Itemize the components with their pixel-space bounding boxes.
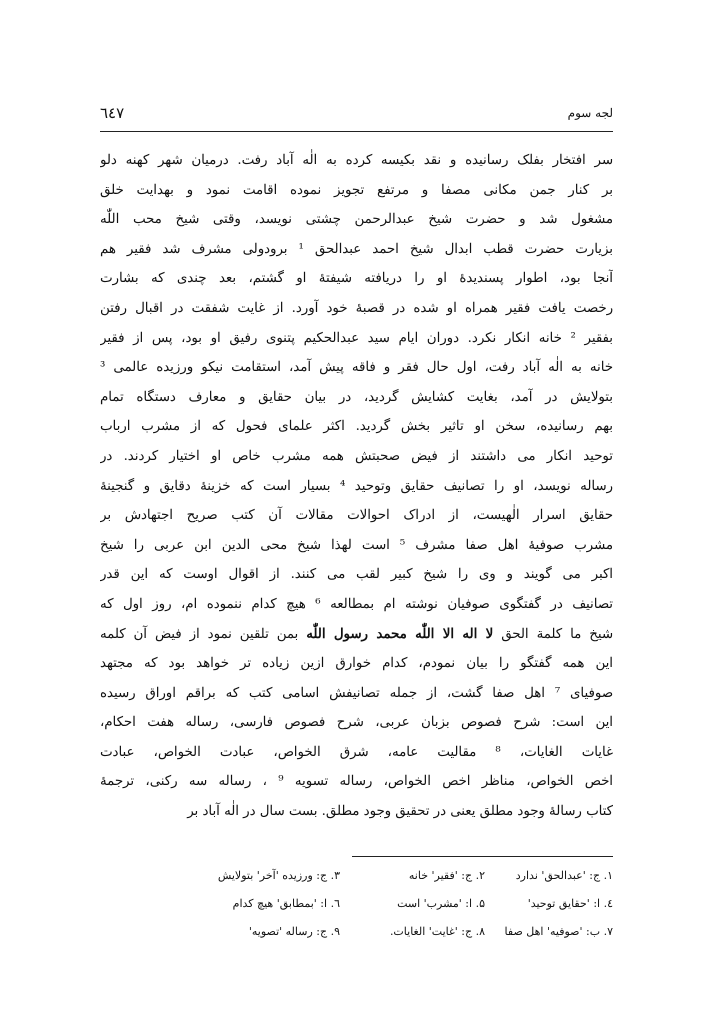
body-line: بر کنار جمن مکانی مصفا و مرتفع تجویز نموده اقامت نمود و بهدایت خلق — [100, 182, 613, 198]
footnote: ۲. ج: 'فقیر' خانه — [408, 869, 485, 882]
body-line: این همه گفتگو را بیان نمودم، کدام خوارق ازین زیاده تر خواهد بود که مجتهد — [100, 656, 613, 672]
footnote-row — [160, 862, 613, 890]
body-line: صوفیای ⁷ اهل صفا گشت، از جمله تصانیفش اسامی کتب که براقم اوراق رسیده — [100, 685, 613, 701]
footnotes — [160, 862, 613, 946]
footnote: ٤. ا: 'حقایق توحید' — [527, 897, 613, 910]
body-line: توحید انکار می داشتند از فیض صحبتش همه مشرب خاص او اختیار کردند. در — [100, 448, 613, 464]
body-line: کتاب رسالۀ وجود مطلق یعنی در تحقیق وجود مطلق. بست سال در الٰه آباد بر — [187, 804, 613, 820]
body-line: مشغول شد و حضرت شیخ عبدالرحمن چشتی نویسد، وقتی شیخ محب اللّٰه — [100, 212, 613, 228]
running-title: لجه سوم — [567, 106, 613, 120]
body-line: تصانیف در گفتگوی صوفیان نوشته ام بمطالعه ⁶ هیچ کدام ننموده ام، روز اول که — [100, 596, 613, 612]
body-line: اکبر می گویند و وی را شیخ کبیر لقب می کنند. از اقوال اوست که این قدر — [100, 567, 613, 583]
footnote: ۹. ج: رساله 'تصویه' — [248, 925, 340, 938]
body-line: بهم رسانیده، سخن او تاثیر بخش گردید. اکثر علمای فحول که از مشرب ارباب — [100, 419, 613, 435]
body-line: حقایق اسرار الٰهیست، از ادراک احوالات مقالات آن کتب صریح اجتهادش بر — [100, 508, 613, 524]
footnote: ۱. ج: 'عبدالحق' ندارد — [515, 869, 613, 882]
footnote-row — [160, 890, 613, 918]
footnote: ۷. ب: 'صوفیه' اهل صفا — [504, 925, 613, 938]
footnote-row — [160, 918, 613, 946]
footnote: ۵. ا: 'مشرب' است — [397, 897, 485, 910]
page-header — [100, 100, 613, 126]
body-line: رساله نویسد، او را تصانیف حقایق وتوحید ⁴ بسیار است که خزینۀ دقایق و گنجینۀ — [100, 478, 613, 494]
body-line: رخصت یافت فقیر همراه او شده در قصبۀ خود آورد. از غایت شفقت در اقبال رفتن — [100, 300, 613, 316]
body-line: شیخ ما کلمة الحق لا اله الا اللّٰه محمد رسول اللّٰه بمن تلقین نمود از فیض آن کلمه — [100, 626, 613, 642]
body-line: بفقیر ² خانه انکار نکرد. دوران ایام سید عبدالحکیم پتنوی رفیق او بود، پس از فقیر — [100, 330, 613, 346]
body-line: مشرب صوفیۀ اهل صفا مشرف ⁵ است لهذا شیخ محی الدین ابن عربی را شیخ — [100, 537, 613, 553]
body-line: خانه به الٰه آباد رفت، اول حال فقر و فاقه پیش آمد، استقامت نیکو ورزیده عالمی ³ — [100, 360, 613, 376]
body-line: غایات الغایات، ⁸ مقالیت عامه، شرق الخواص، عبادت الخواص، عبادت — [100, 744, 613, 760]
body-line: این است: شرح فصوص بزبان عربی، شرح فصوص فارسی، رساله هفت احکام، — [100, 715, 613, 731]
page-number: ٦٤٧ — [100, 104, 125, 122]
footnote: ۸. ج: 'غایت' الغایات. — [389, 925, 485, 938]
body-text — [100, 146, 613, 827]
body-line: اخص الخواص، مناظر اخص الخواص، رساله تسویه ⁹ ، رساله سه رکنی، ترجمۀ — [100, 774, 613, 790]
header-rule — [100, 131, 613, 132]
footnote-rule — [352, 856, 613, 857]
body-line: بتولایش در آمد، بغایت کشایش گردید، در بیان حقایق و معارف دستگاه تمام — [100, 389, 613, 405]
body-line: آنجا بود، اطوار پسندیدۀ او را دریافته شیفتۀ او گشتم، بعد چندی که بشارت — [100, 271, 613, 287]
footnote: ٦. ا: 'بمطابق' هیچ کدام — [232, 897, 340, 910]
kalima-phrase: لا اله الا اللّٰه محمد رسول اللّٰه — [306, 626, 494, 642]
body-line: بزیارت حضرت قطب ابدال شیخ احمد عبدالحق ¹ برودولی مشرف شد فقیر هم — [100, 241, 613, 257]
footnote: ۳. ج: ورزیده 'آخر' بتولایش — [217, 869, 340, 882]
body-line: سر افتخار بفلک رسانیده و نقد بکیسه کرده به الٰه آباد رفت. درمیان شهر کهنه دلو — [100, 153, 613, 168]
